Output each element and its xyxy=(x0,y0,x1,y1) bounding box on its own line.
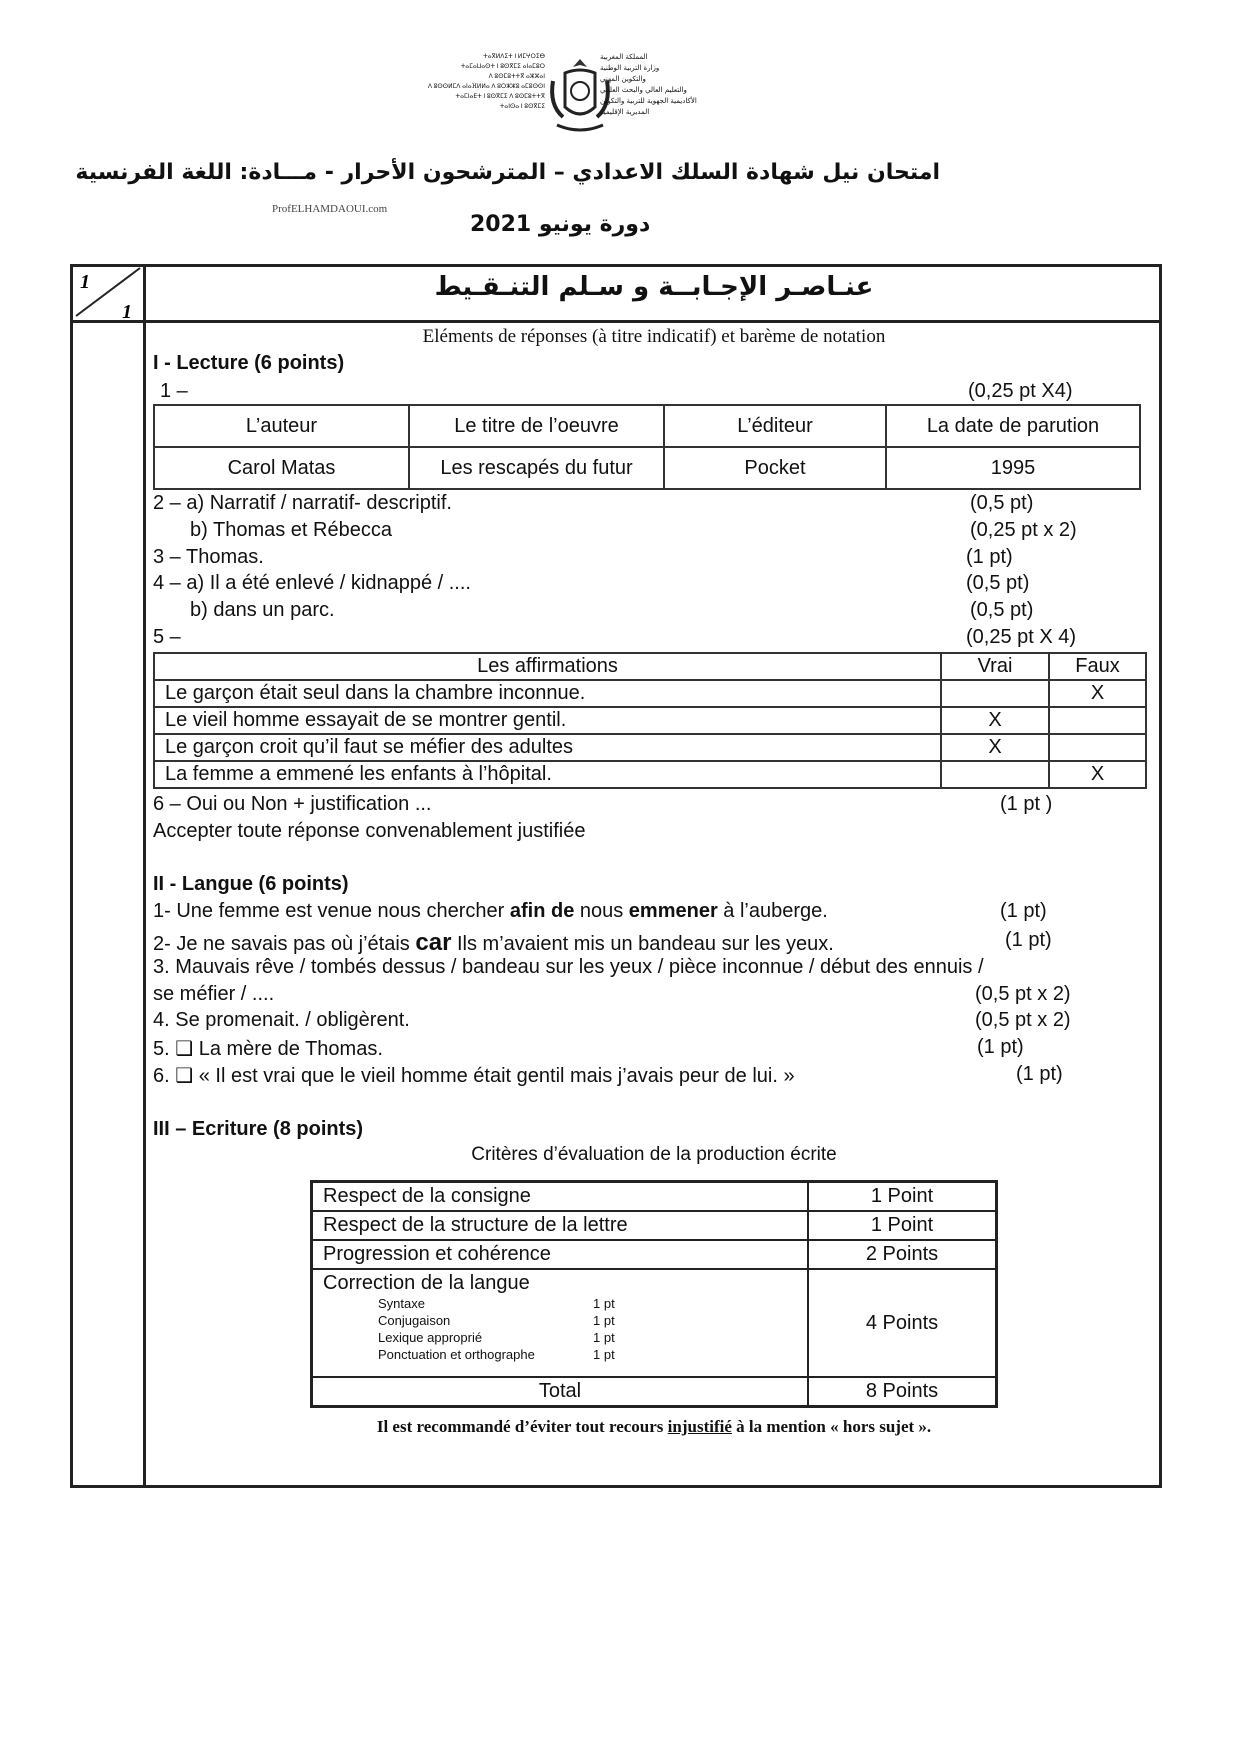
table-header-cell: Le titre de l’oeuvre xyxy=(409,405,664,447)
q4a-answer: 4 – a) Il a été enlevé / kidnappé / .... xyxy=(153,572,471,594)
q6-note: Accepter toute réponse convenablement justifiée xyxy=(153,820,586,842)
q2a-points: (0,5 pt) xyxy=(970,492,1034,514)
criteria-label-cell: Respect de la consigne xyxy=(312,1182,809,1212)
true-false-table xyxy=(153,652,1147,789)
l1-text: nous xyxy=(574,900,629,922)
ministry-fr-line: ⵜⴰⵎⵏⴰⴹⵜ ⵏ ⵓⵙⴳⵎⵉ ⴷ ⵓⵙⵎⵓⵜⵜⴳ xyxy=(455,94,545,100)
statement-cell: Le garçon était seul dans la chambre inconnue. xyxy=(154,680,941,707)
criteria-points-cell: 1 Point xyxy=(808,1211,997,1240)
l1-bold: afin de xyxy=(509,900,575,922)
l6-points: (1 pt) xyxy=(1016,1063,1063,1085)
section-langue-heading: II - Langue (6 points) xyxy=(153,873,349,895)
subcriteria-pt: 1 pt xyxy=(593,1347,615,1362)
vrai-cell: X xyxy=(941,707,1049,734)
website-watermark: ProfELHAMDAOUI.com xyxy=(272,203,388,215)
l5-points: (1 pt) xyxy=(977,1036,1024,1058)
ministry-ar-line: وزارة التربية الوطنية xyxy=(600,64,660,72)
ministry-fr-line: ⵜⴰⵏⵙⴰ ⵏ ⵓⵙⴳⵎⵉ xyxy=(499,104,545,110)
ministry-ar-line: والتكوين المهني xyxy=(600,75,646,83)
table-header-cell: L’éditeur xyxy=(664,405,886,447)
subcriteria-pt: 1 pt xyxy=(593,1313,615,1328)
table-row xyxy=(312,1240,997,1269)
statement-cell: Le garçon croit qu’il faut se méfier des adultes xyxy=(154,734,941,761)
criteria-points-cell: 4 Points xyxy=(808,1269,997,1377)
q3-answer: 3 – Thomas. xyxy=(153,546,264,568)
table-cell: Carol Matas xyxy=(154,447,409,489)
l3-answer: 3. Mauvais rêve / tombés dessus / bandeau sur les yeux / pièce inconnue / début des ennuis / xyxy=(153,956,984,978)
l1-text: à l’auberge. xyxy=(717,900,828,922)
criteria-label-cell: Respect de la structure de la lettre xyxy=(312,1211,809,1240)
q4b-points: (0,5 pt) xyxy=(970,599,1034,621)
exam-session: دورة يونيو 2021 xyxy=(470,212,651,237)
l3-points: (0,5 pt x 2) xyxy=(975,983,1071,1005)
l2-points: (1 pt) xyxy=(1005,929,1052,951)
ministry-fr-line: ⴷ ⵓⵙⵎⵓⵜⵜⴳ ⴰⵣⵣⴰⵏ xyxy=(488,74,545,80)
frame-divider-horizontal xyxy=(70,320,1162,323)
l5-answer: 5. ❑ La mère de Thomas. xyxy=(153,1038,383,1060)
page-index-bottom: 1 xyxy=(122,301,132,322)
table-row xyxy=(154,734,1146,761)
criteria-label-cell: Progression et cohérence xyxy=(312,1240,809,1269)
note-text: Il est recommandé d’éviter tout recours xyxy=(376,1417,668,1436)
book-info-table xyxy=(153,404,1141,490)
statement-cell: Le vieil homme essayait de se montrer gentil. xyxy=(154,707,941,734)
ministry-ar-line: المديرية الإقليمية xyxy=(600,108,650,116)
statement-cell: La femme a emmené les enfants à l’hôpital. xyxy=(154,761,941,788)
table-header-cell: Faux xyxy=(1049,653,1146,680)
table-row xyxy=(154,707,1146,734)
table-row xyxy=(312,1377,997,1407)
subcriteria-label: Conjugaison xyxy=(378,1313,451,1328)
subcriteria-item xyxy=(378,1295,797,1312)
table-row xyxy=(312,1269,997,1377)
answer-key-subtitle: Eléments de réponses (à titre indicatif) et barème de notation xyxy=(422,326,886,347)
criteria-points-cell: 2 Points xyxy=(808,1240,997,1269)
criteria-points-cell: 1 Point xyxy=(808,1182,997,1212)
ministry-ar-line: المملكة المغربية xyxy=(600,53,648,61)
ministry-fr-line: ⵜⴰⵎⴰⵡⴰⵙⵜ ⵏ ⵓⵙⴳⵎⵉ ⴰⵏⴰⵎⵓⵔ xyxy=(460,64,545,70)
criteria-table xyxy=(310,1180,998,1408)
vrai-cell xyxy=(941,680,1049,707)
l6-answer: 6. ❑ « Il est vrai que le vieil homme était gentil mais j’avais peur de lui. » xyxy=(153,1065,795,1087)
ministry-ar-line: الأكاديمية الجهوية للتربية والتكوين xyxy=(600,97,697,105)
l3-answer-cont: se méfier / .... xyxy=(153,983,275,1005)
table-row xyxy=(154,680,1146,707)
table-row xyxy=(312,1211,997,1240)
table-cell: Pocket xyxy=(664,447,886,489)
l2-bold: car xyxy=(415,929,452,956)
ministry-name-arabic xyxy=(600,52,730,118)
page-index-box xyxy=(70,264,146,322)
table-header-cell: Vrai xyxy=(941,653,1049,680)
faux-cell xyxy=(1049,707,1146,734)
table-cell: 1995 xyxy=(886,447,1140,489)
page-index-top: 1 xyxy=(80,271,90,293)
table-cell: Les rescapés du futur xyxy=(409,447,664,489)
faux-cell: X xyxy=(1049,680,1146,707)
ministry-fr-line: ⵜⴰⴳⵍⴷⵉⵜ ⵏ ⵍⵎⵖⵔⵉⴱ xyxy=(483,54,545,60)
answer-key-title: عنـاصـر الإجـابــة و سـلم التنـقـيط xyxy=(434,272,874,302)
faux-cell xyxy=(1049,734,1146,761)
faux-cell: X xyxy=(1049,761,1146,788)
ministry-ar-line: والتعليم العالي والبحث العلمي xyxy=(600,86,687,94)
l2-text: Ils m’avaient mis un bandeau sur les yeux. xyxy=(451,933,834,955)
table-row xyxy=(154,447,1140,489)
q4a-points: (0,5 pt) xyxy=(966,572,1030,594)
table-header-cell: La date de parution xyxy=(886,405,1140,447)
subcriteria-item xyxy=(378,1346,797,1363)
total-label-cell: Total xyxy=(312,1377,809,1407)
q2a-answer: 2 – a) Narratif / narratif- descriptif. xyxy=(153,492,452,514)
vrai-cell xyxy=(941,761,1049,788)
table-header-cell: Les affirmations xyxy=(154,653,941,680)
table-header-cell: L’auteur xyxy=(154,405,409,447)
l1-bold: emmener xyxy=(628,900,718,922)
l2-text: 2- Je ne savais pas où j’étais xyxy=(153,933,416,955)
subcriteria-label: Lexique approprié xyxy=(378,1330,483,1345)
subcriteria-label: Syntaxe xyxy=(378,1296,425,1311)
l1-points: (1 pt) xyxy=(1000,900,1047,922)
recommendation-note xyxy=(310,1417,998,1437)
section-ecriture-heading: III – Ecriture (8 points) xyxy=(153,1118,364,1140)
criteria-title: Critères d’évaluation de la production écrite xyxy=(471,1144,837,1165)
q1-label: 1 – xyxy=(160,380,188,402)
langue-subcriteria xyxy=(323,1295,797,1363)
l4-answer: 4. Se promenait. / obligèrent. xyxy=(153,1009,410,1031)
section-lecture-heading: I - Lecture (6 points) xyxy=(153,352,345,374)
q4b-answer: b) dans un parc. xyxy=(190,599,335,621)
l1-answer xyxy=(153,900,828,923)
subcriteria-pt: 1 pt xyxy=(593,1296,615,1311)
table-row xyxy=(154,405,1140,447)
subcriteria-item xyxy=(378,1312,797,1329)
langue-row-label: Correction de la langue xyxy=(323,1272,530,1294)
ministry-fr-line: ⴷ ⵓⵙⵙⵍⵎⴷ ⴰⵏⴰⴼⵍⵍⴰ ⴷ ⵓⵔⵣⵣⵓ ⴰⵎⵓⵙⵙⵏ xyxy=(427,84,545,90)
ministry-name-tifinagh xyxy=(420,52,545,112)
q2b-answer: b) Thomas et Rébecca xyxy=(190,519,392,541)
q5-label: 5 – xyxy=(153,626,181,648)
l4-points: (0,5 pt x 2) xyxy=(975,1009,1071,1031)
note-text: à la mention « hors sujet ». xyxy=(731,1417,932,1436)
table-row xyxy=(154,761,1146,788)
subcriteria-label: Ponctuation et orthographe xyxy=(378,1347,535,1362)
q5-points: (0,25 pt X 4) xyxy=(966,626,1077,648)
q6-answer: 6 – Oui ou Non + justification ... xyxy=(153,793,432,815)
subcriteria-pt: 1 pt xyxy=(593,1330,615,1345)
table-row xyxy=(154,653,1146,680)
q6-points: (1 pt ) xyxy=(1000,793,1053,815)
l2-answer xyxy=(153,929,834,957)
q2b-points: (0,25 pt x 2) xyxy=(970,519,1077,541)
criteria-label-cell xyxy=(312,1269,809,1377)
table-row xyxy=(312,1182,997,1212)
l1-text: 1- Une femme est venue nous chercher xyxy=(153,900,510,922)
subcriteria-item xyxy=(378,1329,797,1346)
vrai-cell: X xyxy=(941,734,1049,761)
q1-points: (0,25 pt X4) xyxy=(968,380,1073,402)
q3-points: (1 pt) xyxy=(966,546,1013,568)
total-points-cell: 8 Points xyxy=(808,1377,997,1407)
exam-title: امتحان نيل شهادة السلك الاعدادي – المترشحون الأحرار - مـــادة: اللغة الفرنسية xyxy=(75,160,940,185)
note-underlined: injustifié xyxy=(667,1417,732,1436)
frame-divider-vertical xyxy=(143,264,146,1488)
